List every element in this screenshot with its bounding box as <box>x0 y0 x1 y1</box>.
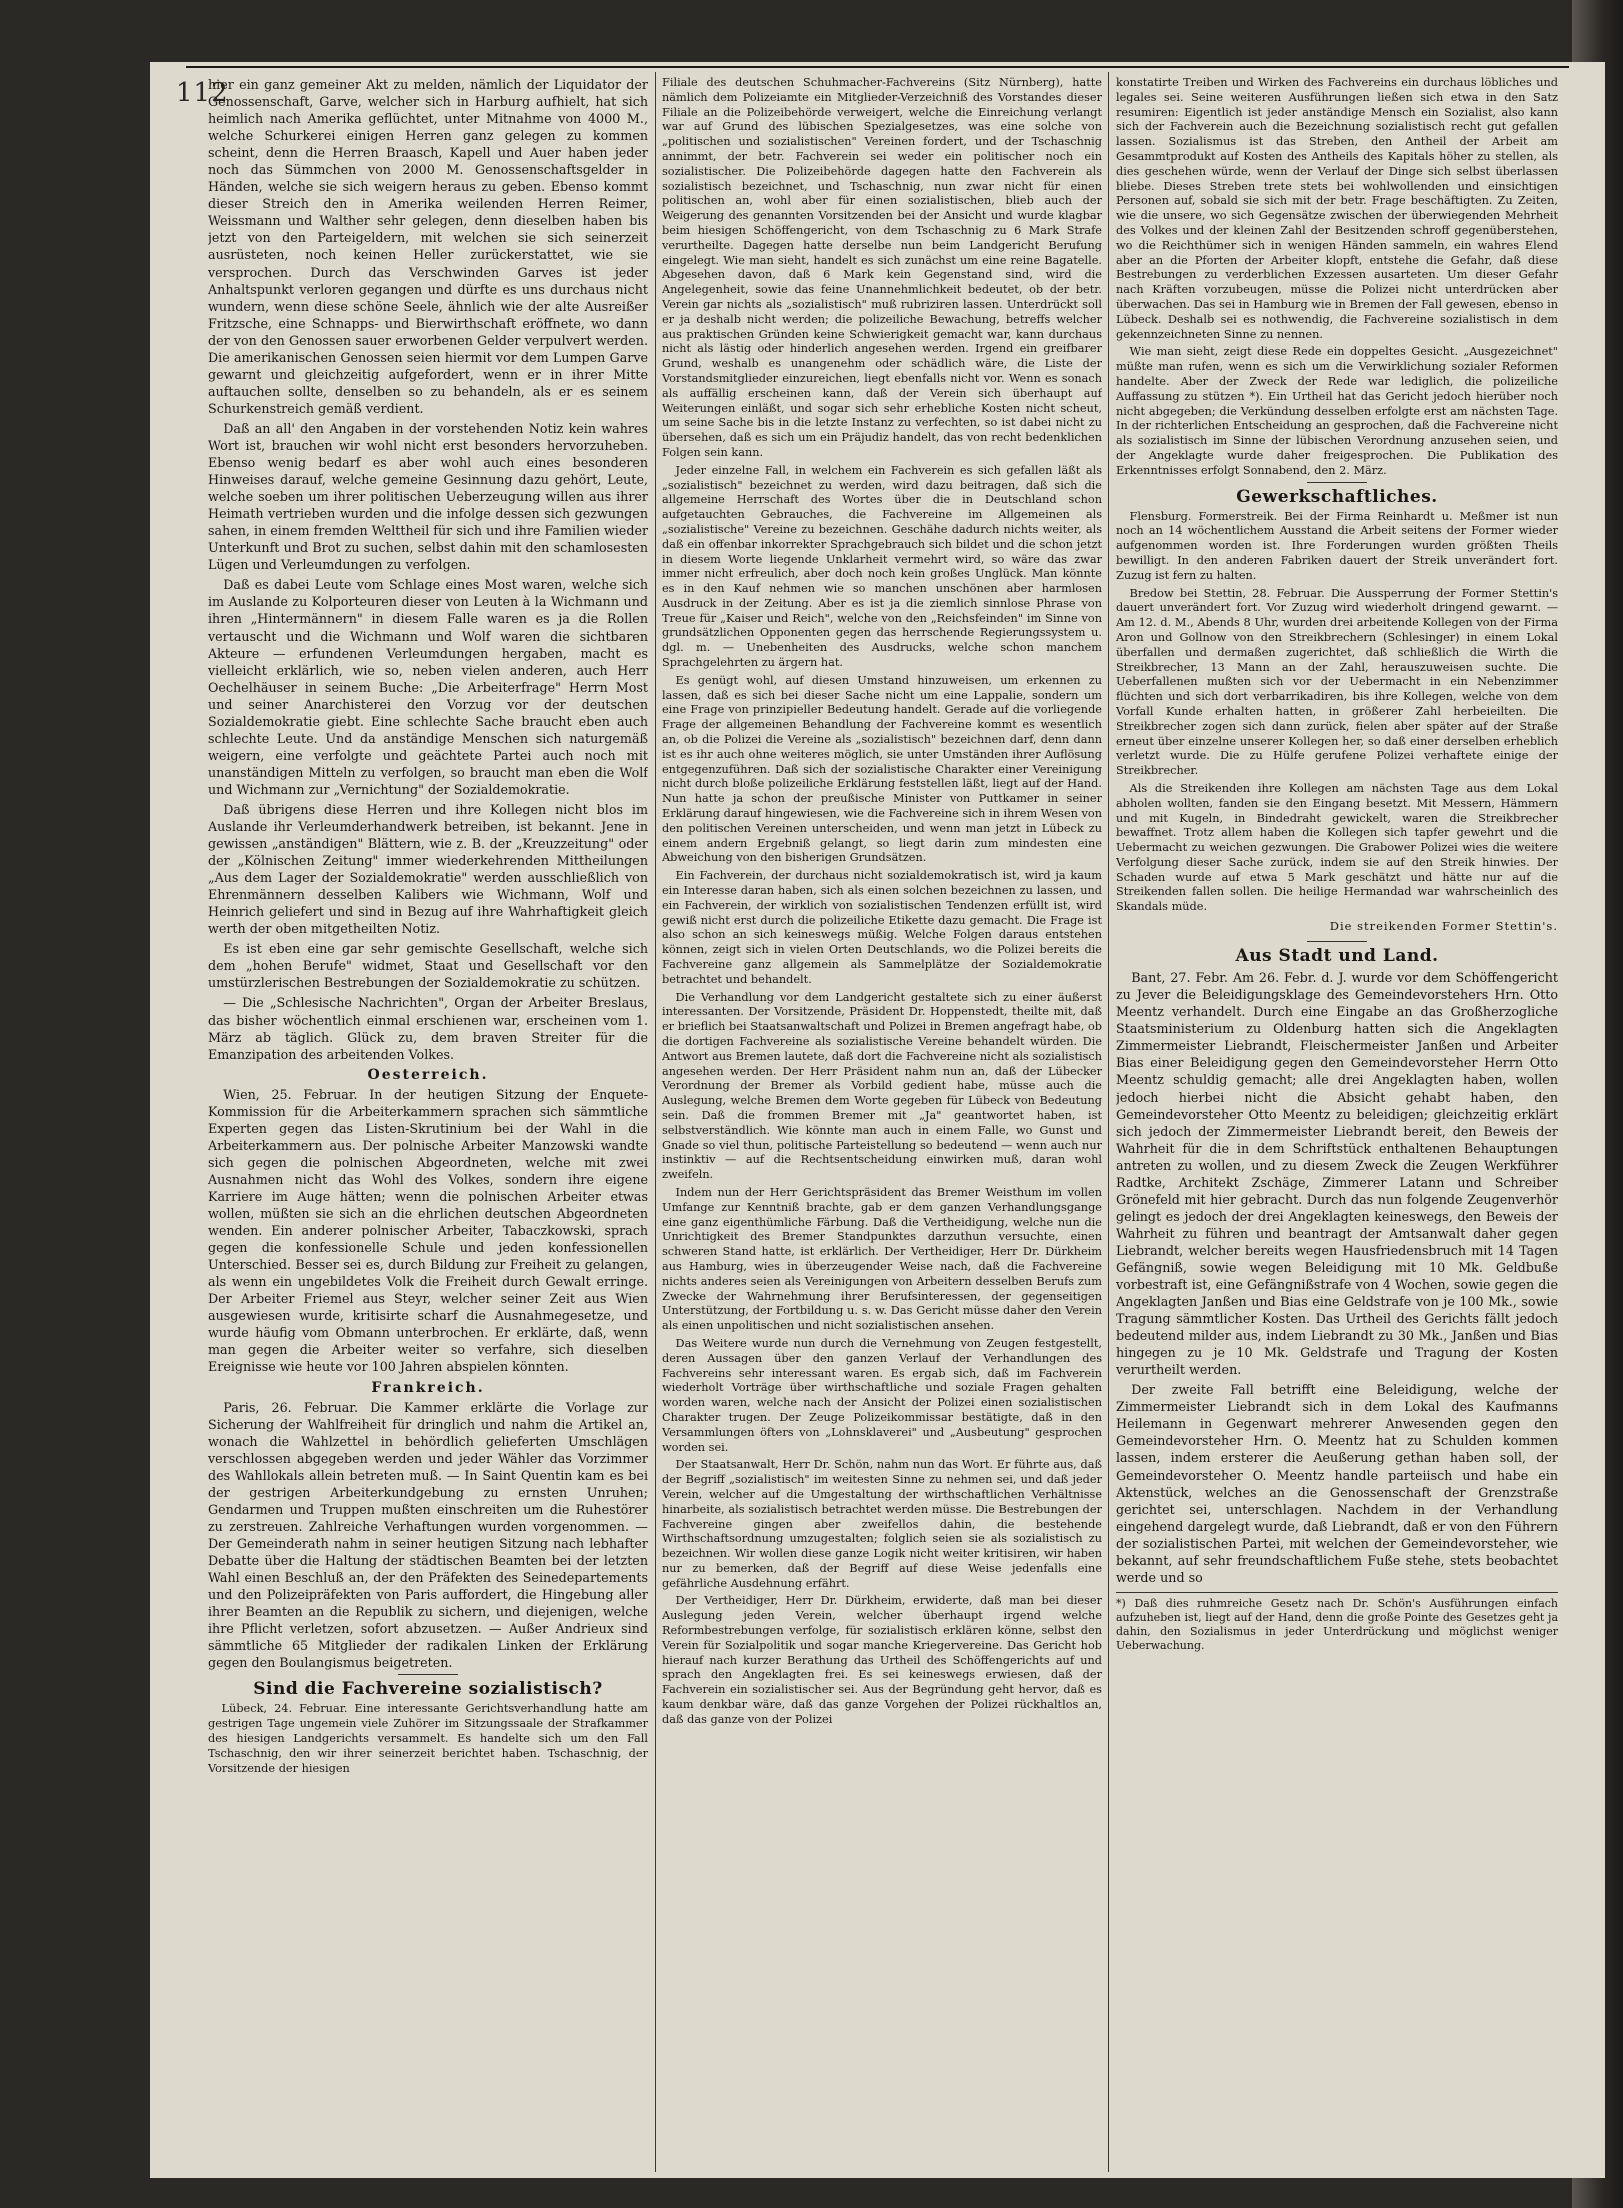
divider <box>398 1674 458 1675</box>
newspaper-page <box>150 62 1605 2178</box>
paragraph: Die Verhandlung vor dem Landgericht gestaltete sich zu einer äußerst interessanten. Der Vorsitzende, Präsident Dr. Hoppenstedt, theilte mit, daß er brieflich bei Staatsanwaltschaft und Polizei in Bremen angefragt habe, ob die dortigen Fachvereine als sozialistische Vereine behandelt würden. Die Antwort aus Bremen lautete, daß dort die Fachvereine nicht als sozialistisch angesehen werden. Der Herr Präsident nahm nun an, daß der Lübecker Verordnung der Bremer als Vorbild gedient habe, müsse auch die Auslegung, welche Bremen dem Worte gegeben für Lübeck von Bedeutung sein. Daß die frommen Bremer mit „Ja" geantwortet haben, ist selbstverständlich. Wie könnte man auch in einem Falle, wo Gunst und Gnade so viel thun, politische Parteistellung so bedeutend — wenn auch nur instinktiv — auf die Rechtsentscheidung einwirken muß, daran wohl zweifeln. <box>662 990 1102 1182</box>
paragraph: Jeder einzelne Fall, in welchem ein Fachverein es sich gefallen läßt als „sozialistisch" bezeichnet zu werden, wird dazu beitragen, daß sich die allgemeine Herrschaft des Wortes über die in Deutschland schon aufgetauchten Gebrauches, die Fachvereine im Allgemeinen als „sozialistische" Vereine zu bezeichnen. Geschähe dadurch nichts weiter, als daß ein offenbar inkorrekter Sprachgebrauch sich bildet und die schon jetzt in diesem Worte liegende Unklarheit vermehrt wird, so wäre das zwar immer nicht erfreulich, aber doch noch kein großes Unglück. Man könnte es in den Kauf nehmen wie so manchen unschönen aber harmlosen Ausdruck in der Zeitung. Aber es ist ja die ziemlich sinnlose Phrase von Treue für „Kaiser und Reich", welche von den „Reichsfeinden" im Sinne von grundsätzlichen Opponenten gegen das herrschende Regierungssystem u. dgl. m. — Unebenheiten des Ausdrucks, welche schon manchem Sprachgelehrten zu ärgern hat. <box>662 463 1102 670</box>
paragraph: Wie man sieht, zeigt diese Rede ein doppeltes Gesicht. „Ausgezeichnet" müßte man rufen, wenn es sich um die Verwirklichung sozialer Reformen handelte. Aber der Zweck der Rede war lediglich, die polizeiliche Auffassung zu stützen *). Ein Urtheil hat das Gericht jedoch hierüber noch nicht abgegeben; die Verkündung desselben erfolgte erst am nächsten Tage. In der richterlichen Entscheidung an gesprochen, daß die Fachvereine nicht als sozialistisch im Sinne der lübischen Verordnung anzusehen seien, und der Angeklagte wurde daher freigesprochen. Die Publikation des Erkenntnisses erfolgt Sonnabend, den 2. März. <box>1116 345 1558 477</box>
paragraph: Daß übrigens diese Herren und ihre Kollegen nicht blos im Auslande ihr Verleumderhandwerk betreiben, ist bekannt. Jene in gewissen „anständigen" Blättern, wie z. B. der „Kreuzzeitung" oder der „Kölnischen Zeitung" immer wiederkehrenden Mittheilungen „Aus dem Lager der Sozialdemokratie" werden ausschließlich von Ehrenmännern desselben Kalibers wie Wichmann, Wolf und Heinrich geliefert und sind in Bezug auf ihre Wahrhaftigkeit gleich werth der oben mitgetheilten Notiz. <box>208 801 648 937</box>
page-number: 112 <box>176 78 229 108</box>
paragraph: Das Weitere wurde nun durch die Vernehmung von Zeugen festgestellt, deren Aussagen über den ganzen Verlauf der Verhandlungen des Fachvereins sehr interessant waren. Es ergab sich, daß im Fachverein wiederholt Vorträge über wirthschaftliche und soziale Fragen gehalten worden waren, welche nach der Ansicht der Polizei einen sozialistischen Charakter trugen. Der Zeuge Polizeikommissar bestätigte, daß in den Versammlungen öfters von „Lohnsklaverei" und „Ausbeutung" gesprochen worden sei. <box>662 1336 1102 1454</box>
paragraph: Der Staatsanwalt, Herr Dr. Schön, nahm nun das Wort. Er führte aus, daß der Begriff „sozialistisch" im weitesten Sinne zu nehmen sei, und daß jeder Verein, welcher auf die Umgestaltung der wirthschaftlichen Verhältnisse hinarbeite, als sozialistisch betrachtet werden müsse. Die Bestrebungen der Fachvereine gingen aber zweifellos dahin, die bestehende Wirthschaftsordnung umzugestalten; folglich seien sie als sozialistisch zu bezeichnen. Wir wollen diese ganze Logik nicht weiter kritisiren, wir haben nur zu bemerken, daß der Begriff auf diese Weise jedenfalls eine gefährliche Ausdehnung erfährt. <box>662 1458 1102 1590</box>
paragraph: Der Vertheidiger, Herr Dr. Dürkheim, erwiderte, daß man bei dieser Auslegung jeden Verein, welcher überhaupt irgend welche Reformbestrebungen verfolge, für sozialistisch erklären könne, selbst den Verein für Sozialpolitik und sogar manche Kriegervereine. Das Gericht hob hierauf nach kurzer Berathung das Urtheil des Schöffengerichts auf und sprach den Angeklagten frei. Es sei keineswegs erwiesen, daß der Fachverein ein sozialistischer sei. Aus der Begründung geht hervor, daß es kaum denkbar wäre, daß das ganze Vorgehen der Polizei rückhaltlos an, daß das ganze von der Polizei <box>662 1594 1102 1726</box>
paragraph: konstatirte Treiben und Wirken des Fachvereins ein durchaus löbliches und legales sei. Seine weiteren Ausführungen ließen sich etwa in den Satz resumiren: Eigentlich ist jeder anständige Mensch ein Sozialist, also kann sich der Fachverein auch die Bezeichnung sozialistisch recht gut gefallen lassen. Sozialismus ist das Streben, den Antheil der Arbeit am Gesammtprodukt auf Kosten des Antheils des Kapitals höher zu stellen, als dies geschehen würde, wenn der Verlauf der Dinge sich selbst überlassen bliebe. Dieses Streben trete stets bei wohlwollenden und einsichtigen Personen auf, sobald sie sich mit der betr. Frage beschäftigten. Zu Zeiten, wie die unsere, wo sich Gegensätze zwischen der überwiegenden Mehrheit des Volkes und der kleinen Zahl der Besitzenden schroff gegenüberstehen, wo die Reichthümer sich in wenigen Händen sammeln, ein wahres Elend aber an die Pforten der Arbeiter klopft, entstehe die Gefahr, daß diese Bestrebungen zu verderblichen Exzessen ausarteten. Um dieser Gefahr nach Kräften vorzubeugen, müsse die Polizei nicht unterdrücken aber überwachen. Das sei in Hamburg wie in Bremen der Fall gewesen, ebenso in Lübeck. Deshalb sei es nothwendig, die Fachvereine sozialistisch in dem gekennzeichneten Sinne zu nennen. <box>1116 76 1558 341</box>
column-3 <box>1116 76 1558 2171</box>
signature: Die streikenden Former Stettin's. <box>1329 919 1558 934</box>
paragraph: hier ein ganz gemeiner Akt zu melden, nämlich der Liquidator der Genossenschaft, Garve, welcher sich in Harburg aufhielt, hat sich heimlich nach Amerika geflüchtet, unter Mitnahme von 4000 M., welche Schurkerei einigen Herren ganz gelegen zu kommen scheint, denn die Herren Braasch, Kapell und Auer haben jeder noch das Sümmchen von 2000 M. Genossenschaftsgelder in Händen, welche sie sich weigern heraus zu geben. Ebenso kommt dieser Streich den in Amerika weilenden Herren Reimer, Weissmann und Walther sehr gelegen, denn dieselben haben bis jetzt von den Parteigeldern, mit welchen sie sich seinerzeit ausrüsteten, noch keinen Heller zurückerstattet, wie sie versprochen. Durch das Verschwinden Garves ist jeder Anhaltspunkt verloren gegangen und dürfte es uns durchaus nicht wundern, wenn diese schöne Seele, ähnlich wie der alte Ausreißer Fritzsche, eine Schnapps- und Bierwirthschaft eröffnete, wo dann der von den Genossen sauer erworbenen Gelder verpulvert werden. Die amerikanischen Genossen seien hiermit vor dem Lumpen Garve gewarnt und gleichzeitig aufgefordert, wenn er in ihrer Mitte auftauchen sollte, denselben so zu behandeln, als er es seinem Schurkenstreich gemäß verdient. <box>208 77 648 416</box>
column-1 <box>208 76 648 2171</box>
column-rule <box>1108 72 1109 2172</box>
paragraph: Als die Streikenden ihre Kollegen am nächsten Tage aus dem Lokal abholen wollten, fanden sie den Eingang besetzt. Mit Messern, Hämmern und mit Kugeln, in Bindedraht gewickelt, waren die Streikbrecher bewaffnet. Trotz allem haben die Kollegen sich tapfer gewehrt und die Uebermacht zu weichen gezwungen. Die Grabower Polizei wies die weitere Verfolgung dieser Sache zurück, indem sie auf den Streik hinwies. Der Schaden wurde auf etwa 5 Mark geschätzt und hätte nur auf die Streikenden fallen sollen. Die heilige Hermandad war wahrscheinlich des Skandals müde. <box>1116 781 1558 914</box>
column-2 <box>662 76 1102 2171</box>
column-rule <box>655 72 656 2172</box>
paragraph: Es ist eben eine gar sehr gemischte Gesellschaft, welche sich dem „hohen Berufe" widmet, Staat und Gesellschaft vor den umstürzlerischen Bestrebungen der Sozialdemokratie zu schützen. <box>208 941 648 991</box>
paragraph: Lübeck, 24. Februar. Eine interessante Gerichtsverhandlung hatte am gestrigen Tage ungemein viele Zuhörer im Sitzungssaale der Strafkammer des hiesigen Landgerichts versammelt. Es handelte sich um den Fall Tschaschnig, den wir ihrer seinerzeit berichtet haben. Tschaschnig, der Vorsitzende der hiesigen <box>208 1702 648 1775</box>
paragraph: Wien, 25. Februar. In der heutigen Sitzung der Enquete-Kommission für die Arbeiterkammern sprachen sich sämmtliche Experten gegen das Listen-Skrutinium bei der Wahl in die Arbeiterkammern aus. Der polnische Arbeiter Manzowski wandte sich gegen die polnischen Abgeordneten, welche mit zwei Ausnahmen nicht das Wohl des Volkes, sondern ihre eigene Karriere im Auge hätten; wenn die polnischen Arbeiter etwas wollen, müßten sie sich an die ehrlichen deutschen Abgeordneten wenden. Ein anderer polnischer Arbeiter, Tabaczkowski, sprach gegen die konfessionelle Schule und jeden konfessionellen Unterschied. Besser sei es, durch Bildung zur Freiheit zu gelangen, als wenn ein ungebildetes Volk die Freiheit durch Gewalt erringe. Der Arbeiter Friemel aus Steyr, welcher seiner Zeit aus Wien ausgewiesen wurde, kritisirte scharf die Ausnahmegesetze, und wurde häufig vom Obmann unterbrochen. Er erklärte, daß, wenn man gegen die Arbeiter weiter so verfahre, sich dieselben Ereignisse wie heute vor 100 Jahren abspielen könnten. <box>208 1086 648 1375</box>
section-heading-frankreich: Frankreich. <box>371 1379 485 1396</box>
section-heading-gewerkschaftliches: Gewerkschaftliches. <box>1236 486 1438 507</box>
top-rule <box>186 66 1569 68</box>
divider <box>1307 941 1367 942</box>
paragraph: Daß an all' den Angaben in der vorstehenden Notiz kein wahres Wort ist, brauchen wir wohl nicht erst besonders hervorzuheben. Ebenso wenig bedarf es aber wohl auch eines besonderen Hinweises darauf, welche gemeine Gesinnung dazu gehört, Leute, welche soeben um ihrer politischen Ueberzeugung willen aus ihrer Heimath vertrieben wurden und die infolge dessen sich gezwungen sahen, in einem fremden Welttheil für sich und ihre Familien wieder Unterkunft und Brot zu suchen, selbst dahin mit den schamlosesten Lügen und Verleumdungen zu verfolgen. <box>208 420 648 573</box>
paragraph: Daß es dabei Leute vom Schlage eines Most waren, welche sich im Auslande zu Kolporteuren dieser von Leuten à la Wichmann und ihren „Hintermännern" in diesem Falle waren es ja die Rollen vertauscht und die Wichmann und Wolf waren die sichtbaren Akteure — erfundenen Verleumdungen hergaben, macht es vielleicht erklärlich, wie so, neben vielen anderen, auch Herr Oechelhäuser in seinem Buche: „Die Arbeiterfrage" Herrn Most und seiner Anarchisterei den Vorzug vor der deutschen Sozialdemokratie giebt. Eine schlechte Sache braucht eben auch schlechte Leute. Und da anständige Menschen sich naturgemäß weigern, eine verfolgte und geächtete Partei auch noch mit unanständigen Mitteln zu verfolgen, so braucht man eben die Wolf und Wichmann zur „Vernichtung" der Sozialdemokratie. <box>208 577 648 797</box>
paragraph: Ein Fachverein, der durchaus nicht sozialdemokratisch ist, wird ja kaum ein Interesse daran haben, sich als einen solchen bezeichnen zu lassen, und ein Fachverein, der wirklich von sozialistischen Tendenzen erfüllt ist, wird gewiß nicht erst durch die polizeiliche Etikette dazu gemacht. Die Frage ist also schon an sich keineswegs müßig. Welche Folgen daraus entstehen können, zeigt sich in vielen Orten Deutschlands, wo die Polizei bereits die Fachvereine ganz allgemein als Sammelplätze der Sozialdemokratie betrachtet und behandelt. <box>662 869 1102 986</box>
paragraph: Filiale des deutschen Schuhmacher-Fachvereins (Sitz Nürnberg), hatte nämlich dem Polizeiamte ein Mitglieder-Verzeichniß des Vorstandes dieser Filiale an die Polizeibehörde verweigert, welche die Einreichung verlangt war auf Grund des lübischen Spezialgesetzes, was eine solche von „politischen und sozialistischen" Vereinen fordert, und der Tschaschnig annimmt, der betr. Fachverein sei weder ein politischer noch ein sozialistischer. Die Polizeibehörde dagegen hatte den Fachverein als sozialistisch bezeichnet, und Tschaschnig, nun zwar nicht für einen politischen an, wohl aber für einen sozialistischen, blieb auch der Weigerung des genannten Vorsitzenden bei der Ansicht und wurde klagbar beim hiesigen Schöffengericht, von dem Tschaschnig zu 6 Mark Strafe verurtheilte. Dagegen hatte derselbe nun beim Landgericht Berufung eingelegt. Wie man sieht, handelt es sich zunächst um eine reine Bagatelle. Abgesehen davon, daß 6 Mark kein Gegenstand sind, wird die Angelegenheit, sowie das feine Unannehmlichkeit bedeutet, ob der betr. Verein gar nichts als „sozialistisch" muß rubriziren lassen. Unterdrückt soll er ja deshalb nicht werden; die polizeiliche Bewachung, betreffs welcher aus praktischen Gründen keine Schwierigkeit gemacht war, kann durchaus nicht als lästig oder hinderlich angesehen werden. Irgend ein greifbarer Grund, weshalb es unangenehm oder schädlich wäre, die Liste der Vorstandsmitglieder einzureichen, liegt ebenfalls nicht vor. Wenn es sonach als auffällig erscheinen kann, daß der Verein sich überhaupt auf Weiterungen einläßt, und sogar sich sehr erhebliche Kosten nicht scheut, um seine Sache bis in die letzte Instanz zu verfechten, so ist dabei nicht zu übersehen, daß es sich um ein Präjudiz handelt, das von recht bedenklichen Folgen sein kann. <box>662 76 1102 459</box>
paragraph: Paris, 26. Februar. Die Kammer erklärte die Vorlage zur Sicherung der Wahlfreiheit für dringlich und nahm die Artikel an, wonach die Wahlzettel in behördlich gelieferten Umschlägen verschlossen abgegeben werden und jeder Wähler das Vorzimmer des Wahllokals allein betreten muß. — In Saint Quentin kam es bei der gestrigen Arbeiterkundgebung zu ernsten Unruhen; Gendarmen und Truppen mußten einschreiten um die Ruhestörer zu zerstreuen. Zahlreiche Verhaftungen wurden vorgenommen. — Der Gemeinderath nahm in seiner heutigen Sitzung nach lebhafter Debatte über die Haltung der städtischen Beamten bei der letzten Wahl einen Beschluß an, der den Präfekten des Seinedepartements und den Polizeipräfekten von Paris auffordert, die Hingebung aller ihrer Beamten an die Republik zu sichern, und diejenigen, welche ihre Pflicht verletzen, sofort abzusetzen. — Außer Andrieux sind sämmtliche 65 Mitglieder der radikalen Linken der Erklärung gegen den Boulangismus beigetreten. <box>208 1399 648 1671</box>
paragraph: — Die „Schlesische Nachrichten", Organ der Arbeiter Breslaus, das bisher wöchentlich einmal erschienen war, erscheinen vom 1. März ab täglich. Glück zu, dem braven Streiter für die Emanzipation des arbeitenden Volkes. <box>208 995 648 1062</box>
paragraph: Indem nun der Herr Gerichtspräsident das Bremer Weisthum im vollen Umfange zur Kenntniß brachte, gab er dem ganzen Verhandlungsgange eine ganz eigenthümliche Färbung. Daß die Vertheidigung, welche nun die Unrichtigkeit des Bremer Standpunktes darzuthun versuchte, einen schweren Stand hatte, ist erklärlich. Der Vertheidiger, Herr Dr. Dürkheim aus Hamburg, wies in überzeugender Weise nach, daß die Fachvereine nichts anderes seien als Vereinigungen von Arbeitern desselben Berufs zum Zwecke der Wahrnehmung ihrer Berufsinteressen, der gegenseitigen Unterstützung, der Fortbildung u. s. w. Das Gericht müsse daher den Verein als einen unpolitischen und nicht sozialistischen ansehen. <box>662 1185 1102 1333</box>
section-heading-oesterreich: Oesterreich. <box>367 1066 489 1083</box>
paragraph: Bredow bei Stettin, 28. Februar. Die Aussperrung der Former Stettin's dauert unverändert fort. Vor Zuzug wird wiederholt dringend gewarnt. — Am 12. d. M., Abends 8 Uhr, wurden drei arbeitende Kollegen von der Firma Aron und Gollnow von den Streikbrechern (Schlesinger) in einem Lokal überfallen und dermaßen zugerichtet, daß schließlich die Wirth die Streikbrecher, 13 Mann an der Zahl, herauszuweisen suchte. Die Ueberfallenen mußten sich vor der Uebermacht in ein Nebenzimmer flüchten und sich dort verbarrikadiren, bis ihre Kollegen, welche von dem Vorfall Kunde erhalten hatten, in größerer Zahl herbeieilten. Die Streikbrecher zogen sich dann zurück, fielen aber später auf der Straße erneut über einzelne unserer Kollegen her, so daß einer derselben erheblich verletzt wurde. Die zu Hülfe gerufene Polizei verhaftete einige der Streikbrecher. <box>1116 586 1558 778</box>
paragraph: Es genügt wohl, auf diesen Umstand hinzuweisen, um erkennen zu lassen, daß es sich bei dieser Sache nicht um eine Lappalie, sondern um eine Frage von prinzipieller Bedeutung handelt. Gerade auf die vorliegende Frage der allgemeinen Behandlung der Fachvereine kommt es wesentlich an, ob die Polizei die Vereine als „sozialistisch" bezeichnen darf, denn dann ist es ihr auch ohne weiteres möglich, sie unter Umständen ihrer Auflösung entgegenzuführen. Daß sich der sozialistische Charakter einer Vereinigung nicht durch bloße polizeiliche Erklärung feststellen läßt, liegt auf der Hand. Nun hatte ja schon der preußische Minister von Puttkamer in seiner Erklärung darauf hingewiesen, wie die Fachvereine sich in ihrem Wesen von den politischen Vereinen unterscheiden, und wenn man jetzt in Lübeck zu einem andern Ergebniß gelangt, so liegt darin zum mindesten eine Abweichung von den bisherigen Grundsätzen. <box>662 673 1102 865</box>
paragraph: Flensburg. Formerstreik. Bei der Firma Reinhardt u. Meßmer ist nun noch an 14 wöchentlichem Ausstand die Arbeit seitens der Former wieder aufgenommen worden ist. Ihre Forderungen wurden größten Theils bewilligt. In den anderen Fabriken dauert der Streik unverändert fort. Zuzug ist fern zu halten. <box>1116 509 1558 582</box>
divider <box>1307 482 1367 483</box>
paragraph: Bant, 27. Febr. Am 26. Febr. d. J. wurde vor dem Schöffengericht zu Jever die Beleidigungsklage des Gemeindevorstehers Hrn. Otto Meentz verhandelt. Durch eine Eingabe an das Großherzogliche Staatsministerium zu Oldenburg hatten sich die Angeklagten Zimmermeister Liebrandt, Fleischermeister Janßen und Arbeiter Bias einer Beleidigung gegen den Gemeindevorsteher Herrn Otto Meentz schuldig gemacht; alle drei Angeklagten haben, wollen jedoch hierbei nicht die Absicht gehabt haben, den Gemeindevorsteher Otto Meentz zu beleidigen; gleichzeitig erklärt sich jedoch der Zimmermeister Liebrandt bereit, den Beweis der Wahrheit für die in dem Schriftstück enthaltenen Behauptungen antreten zu wollen, und zu diesem Zweck die Zeugen Werkführer Radtke, Architekt Zschäge, Zimmerer Latann und Schreiber Grönefeld mit hier gebracht. Durch das nun folgende Zeugenverhör gelingt es jedoch der drei Angeklagten keineswegs, den Beweis der Wahrheit zu führen und beantragt der Amtsanwalt daher gegen Liebrandt, welcher bereits wegen Hausfriedensbruch mit 14 Tagen Gefängniß, sowie wegen Beleidigung mit 10 Mk. Geldbuße vorbestraft ist, eine Gefängnißstrafe von 4 Wochen, sowie gegen die Angeklagten Janßen und Bias eine Geldstrafe von je 100 Mk., sowie Tragung sämmtlicher Kosten. Das Urtheil des Gerichts fällt jedoch bedeutend milder aus, indem Liebrandt zu 30 Mk., Janßen und Bias hingegen zu je 10 Mk. Geldstrafe und Tragung der Kosten verurtheilt werden. <box>1116 970 1558 1378</box>
section-heading-stadt-und-land: Aus Stadt und Land. <box>1235 946 1439 967</box>
footnote: *) Daß dies ruhmreiche Gesetz nach Dr. Schön's Ausführungen einfach aufzuheben ist, liegt auf der Hand, denn die große Pointe des Gesetzes geht ja dahin, den Sozialismus in jeder Unterdrückung und möglichst weniger Ueberwachung. <box>1116 1592 1558 1653</box>
paragraph: Der zweite Fall betrifft eine Beleidigung, welche der Zimmermeister Liebrandt sich in dem Lokal des Kaufmanns Heilemann in Gegenwart mehrerer Anwesenden gegen den Gemeindevorsteher Hrn. O. Meentz hat zu Schulden kommen lassen, indem ersterer die Aeußerung gethan haben soll, der Gemeindevorsteher O. Meentz handle parteiisch und habe ein Aktenstück, welches an die Genossenschaft der Grenzstraße gerichtet sei, unterschlagen. Nachdem in der Verhandlung eingehend dargelegt wurde, daß Liebrandt, daß er von den Führern der sozialistischen Partei, mit welchen der Gemeindevorsteher, wie bekannt, auf sehr freundschaftlichem Fuße stehe, stets beobachtet werde und so <box>1116 1382 1558 1585</box>
article-heading-fachvereine: Sind die Fachvereine sozialistisch? <box>253 1679 603 1700</box>
